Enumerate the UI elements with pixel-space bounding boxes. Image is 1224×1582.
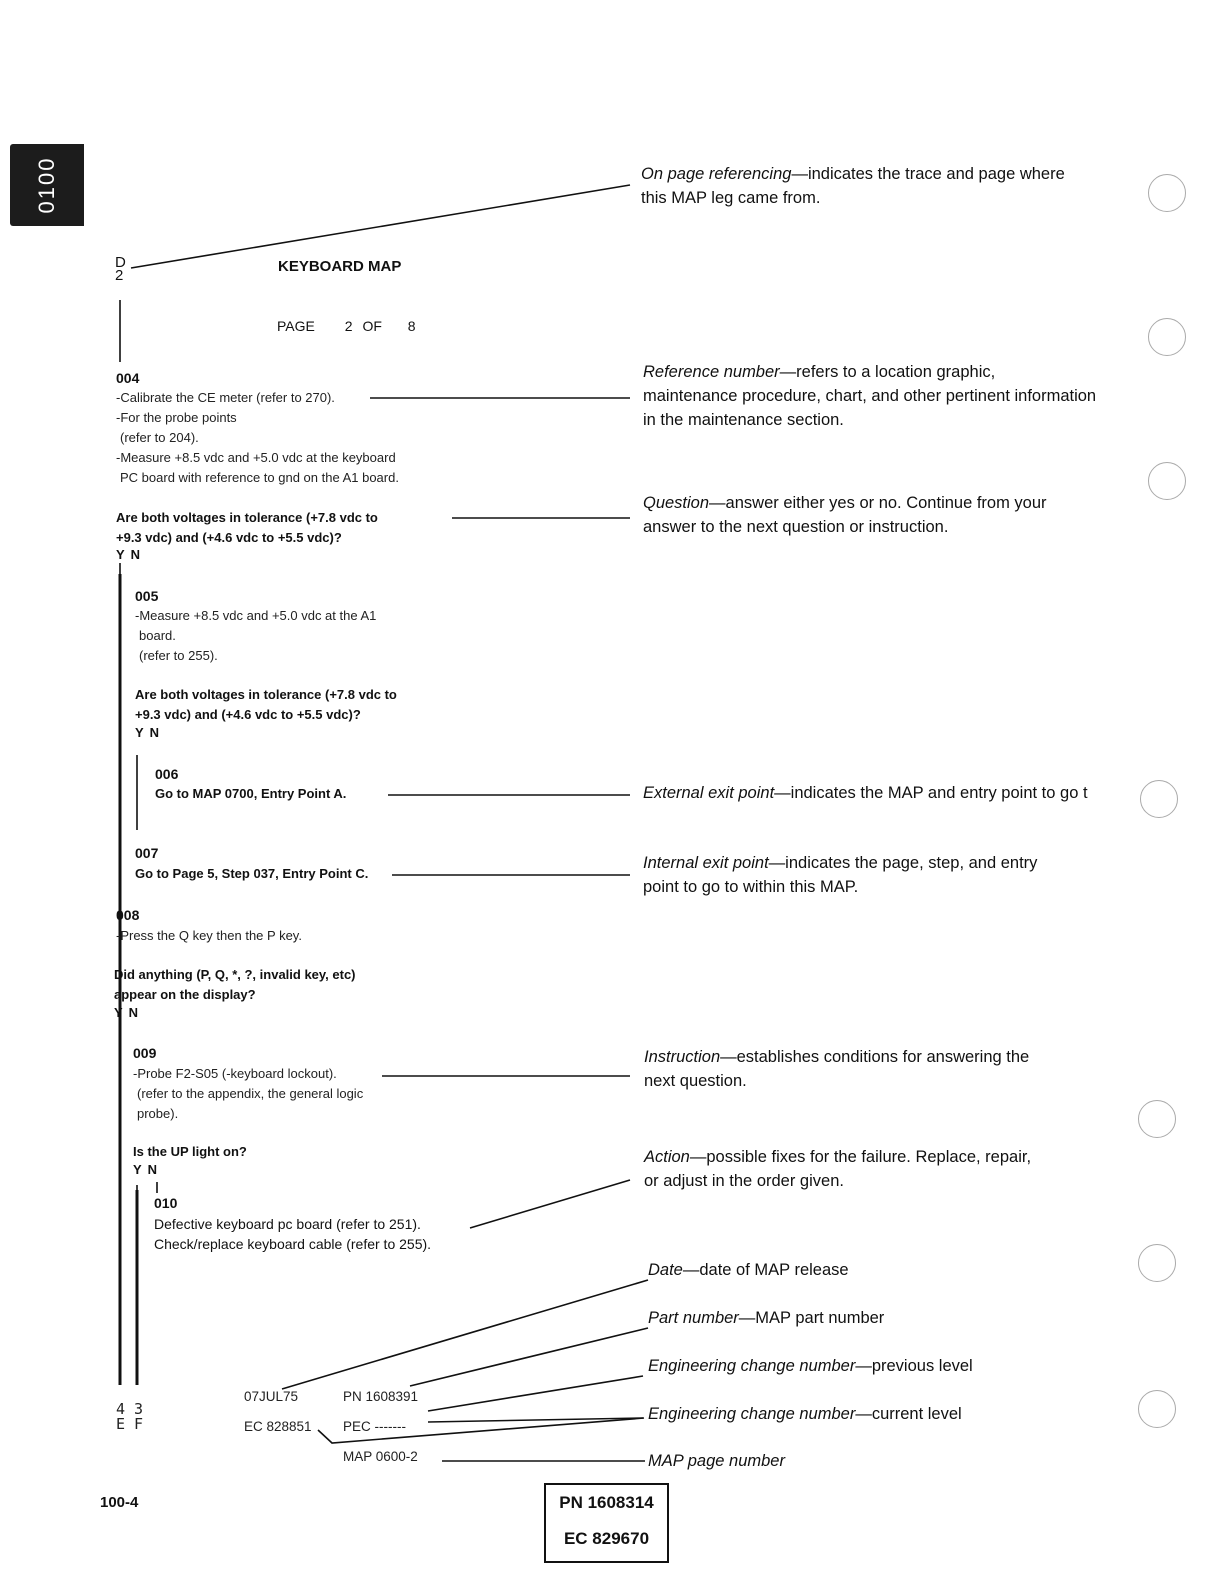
annotation-desc: point to go to within this MAP. xyxy=(643,878,859,896)
annotation-desc: this MAP leg came from. xyxy=(641,189,821,207)
step-009-text xyxy=(133,1064,363,1124)
map-ec-current: PEC ------- xyxy=(343,1419,406,1434)
map-title: KEYBOARD MAP xyxy=(278,258,402,275)
binder-hole xyxy=(1138,1100,1176,1138)
annotation-question xyxy=(643,491,1047,539)
annotation-desc: —answer either yes or no. Continue from your xyxy=(709,494,1047,512)
step-006-number: 006 xyxy=(155,766,179,782)
entry-connector-top xyxy=(115,256,126,282)
annotation-external-exit-point xyxy=(643,781,1088,805)
pn-ec-box xyxy=(544,1483,669,1563)
step-line: -Measure +8.5 vdc and +5.0 vdc at the keyboard xyxy=(116,450,396,465)
annotation-desc: —establishes conditions for answering the xyxy=(720,1048,1030,1066)
step-004-text xyxy=(116,388,399,488)
step-line: board. xyxy=(139,628,176,643)
annotation-term: Engineering change number xyxy=(648,1405,856,1423)
section-tab xyxy=(10,144,84,226)
step-010-number: 010 xyxy=(154,1195,178,1211)
page-indicator xyxy=(277,318,416,334)
annotation-desc: —indicates the trace and page where xyxy=(791,165,1065,183)
step-005-yes-no: YN xyxy=(135,725,166,740)
annotation-term: External exit point xyxy=(643,784,775,802)
step-004-number: 004 xyxy=(116,370,140,386)
step-line: -Measure +8.5 vdc and +5.0 vdc at the A1 xyxy=(135,608,377,623)
step-line: Check/replace keyboard cable (refer to 255). xyxy=(154,1236,432,1252)
annotation-term: Engineering change number xyxy=(648,1357,856,1375)
step-line: -For the probe points xyxy=(116,410,237,425)
step-line: PC board with reference to gnd on the A1 board. xyxy=(120,470,399,485)
step-line: (refer to 255). xyxy=(139,648,218,663)
annotation-instruction xyxy=(644,1045,1029,1093)
step-007-number: 007 xyxy=(135,845,159,861)
annotation-desc: —indicates the MAP and entry point to go t xyxy=(774,784,1088,802)
step-009-yes-no: YN xyxy=(133,1162,164,1177)
annotation-term: Part number xyxy=(648,1309,739,1327)
annotation-on-page-referencing xyxy=(641,162,1065,210)
annotation-ec-current xyxy=(648,1402,962,1426)
annotation-desc: —previous level xyxy=(855,1357,973,1375)
question-line: +9.3 vdc) and (+4.6 vdc to +5.5 vdc)? xyxy=(116,530,342,545)
off-page-connector-left: 4 E xyxy=(116,1400,126,1433)
step-line: Defective keyboard pc board (refer to 251). xyxy=(154,1216,421,1232)
step-line: (refer to 204). xyxy=(120,430,199,445)
step-008-question xyxy=(114,965,356,1005)
annotation-date xyxy=(648,1258,849,1282)
annotation-term: Reference number xyxy=(643,363,780,381)
section-tab-label: 0100 xyxy=(34,156,59,214)
annotation-desc: maintenance procedure, chart, and other pertinent information xyxy=(643,387,1097,405)
page-num: 2 xyxy=(344,318,353,334)
binder-hole xyxy=(1138,1244,1176,1282)
annotation-desc: —indicates the page, step, and entry xyxy=(768,854,1038,872)
annotation-term: Question xyxy=(643,494,710,512)
binder-hole xyxy=(1140,780,1178,818)
step-006-text: Go to MAP 0700, Entry Point A. xyxy=(155,786,347,801)
step-005-question xyxy=(135,685,397,725)
page-of: OF xyxy=(362,318,382,334)
annotation-ec-previous xyxy=(648,1354,973,1378)
step-008-yes-no: YN xyxy=(114,1005,145,1020)
binder-hole xyxy=(1138,1390,1176,1428)
question-line: +9.3 vdc) and (+4.6 vdc to +5.5 vdc)? xyxy=(135,707,361,722)
map-part-number: PN 1608391 xyxy=(343,1389,419,1404)
step-008-text: -Press the Q key then the P key. xyxy=(116,928,302,943)
step-005-number: 005 xyxy=(135,588,159,604)
annotation-term: Action xyxy=(644,1148,690,1166)
step-004-yes-no: YN xyxy=(116,547,147,562)
entry-connector-letter: D xyxy=(115,254,126,271)
annotation-desc: —current level xyxy=(855,1405,962,1423)
map-page-number: MAP 0600-2 xyxy=(343,1449,418,1464)
entry-connector-number: 2 xyxy=(115,267,124,284)
binder-hole xyxy=(1148,174,1186,212)
annotation-desc: answer to the next question or instruction. xyxy=(643,518,949,536)
annotation-action xyxy=(644,1145,1031,1193)
question-line: Are both voltages in tolerance (+7.8 vdc to xyxy=(116,510,378,525)
annotation-desc: or adjust in the order given. xyxy=(644,1172,844,1190)
annotation-desc: —possible fixes for the failure. Replace, repair, xyxy=(689,1148,1032,1166)
step-004-question xyxy=(116,508,378,548)
step-005-text xyxy=(135,606,445,666)
step-007-text: Go to Page 5, Step 037, Entry Point C. xyxy=(135,866,369,881)
page-part-number: PN 1608314 xyxy=(559,1493,654,1512)
question-line: appear on the display? xyxy=(114,987,256,1002)
step-010-text xyxy=(154,1214,431,1254)
page-number: 100-4 xyxy=(100,1494,139,1511)
question-line: Did anything (P, Q, *, ?, invalid key, etc) xyxy=(114,967,356,982)
step-line: -Calibrate the CE meter (refer to 270). xyxy=(116,390,335,405)
annotation-desc: next question. xyxy=(644,1072,747,1090)
annotation-desc: in the maintenance section. xyxy=(643,411,844,429)
annotation-term: MAP page number xyxy=(648,1452,785,1470)
step-009-question: Is the UP light on? xyxy=(133,1144,247,1159)
annotation-term: Date xyxy=(648,1261,683,1279)
step-line: -Probe F2-S05 (-keyboard lockout). xyxy=(133,1066,337,1081)
annotation-term: Internal exit point xyxy=(643,854,769,872)
annotation-term: Instruction xyxy=(644,1048,721,1066)
page-label: PAGE xyxy=(277,318,315,334)
annotation-desc: —refers to a location graphic, xyxy=(779,363,996,381)
annotation-map-page-number xyxy=(648,1449,785,1473)
map-ec-previous: EC 828851 xyxy=(244,1419,312,1434)
annotation-internal-exit-point xyxy=(643,851,1037,899)
question-line: Are both voltages in tolerance (+7.8 vdc to xyxy=(135,687,397,702)
step-line: probe). xyxy=(137,1106,179,1121)
annotation-reference-number xyxy=(643,360,1096,432)
binder-hole xyxy=(1148,318,1186,356)
annotation-desc: —date of MAP release xyxy=(682,1261,849,1279)
step-008-number: 008 xyxy=(116,907,140,923)
step-009-number: 009 xyxy=(133,1045,157,1061)
off-page-connector-right: 3 F xyxy=(134,1400,144,1433)
page-ec-number: EC 829670 xyxy=(563,1529,650,1548)
annotation-desc: —MAP part number xyxy=(738,1309,885,1327)
binder-hole xyxy=(1148,462,1186,500)
annotation-term: On page referencing xyxy=(641,165,792,183)
step-line: (refer to the appendix, the general logic xyxy=(137,1086,364,1101)
annotation-part-number xyxy=(648,1306,884,1330)
page-total: 8 xyxy=(407,318,416,334)
map-date: 07JUL75 xyxy=(244,1389,299,1404)
